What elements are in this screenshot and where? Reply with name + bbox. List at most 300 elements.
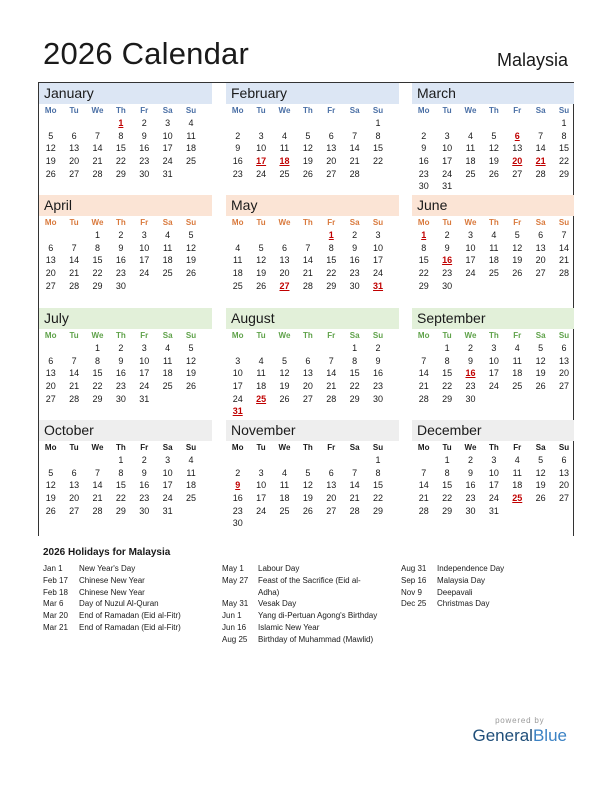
- day-cell: 28: [559, 268, 570, 279]
- day-cell: 15: [92, 368, 103, 379]
- day-cell: 17: [465, 255, 476, 266]
- day-cell: 4: [281, 130, 287, 141]
- day-cell: 30: [115, 280, 126, 291]
- day-cell: 6: [538, 230, 544, 240]
- day-cell: 6: [281, 242, 287, 253]
- day-cell: 31: [139, 393, 150, 404]
- month-title: May: [226, 195, 399, 216]
- day-cell: 10: [465, 242, 476, 253]
- day-cell: 21: [418, 381, 429, 392]
- day-cell: 31: [162, 505, 173, 516]
- day-cell: 24: [488, 381, 499, 392]
- day-cell: 19: [535, 480, 546, 491]
- day-cell: 24: [488, 493, 499, 504]
- holiday-item: [401, 575, 561, 587]
- day-cell: 3: [141, 343, 147, 353]
- weekday-label: Fr: [327, 443, 336, 452]
- day-cell: 6: [561, 343, 567, 353]
- day-cell: 4: [281, 467, 287, 478]
- weekday-label: Sa: [349, 443, 360, 452]
- day-cell: 14: [92, 143, 103, 154]
- empty-day-cell: [226, 117, 249, 130]
- day-cell: 26: [535, 493, 546, 504]
- day-cell: 7: [538, 130, 544, 141]
- day-cell: 27: [69, 505, 80, 516]
- holiday-name: End of Ramadan (Eid al-Fitr): [79, 622, 181, 632]
- day-cell: 29: [326, 280, 337, 291]
- empty-day-cell: [459, 117, 482, 130]
- weekday-label: Sa: [535, 331, 546, 340]
- day-cell: 20: [326, 493, 337, 504]
- day-cell: 25: [279, 168, 290, 179]
- day-cell: 16: [139, 480, 150, 491]
- weekday-label: Fr: [140, 218, 149, 227]
- day-cell: 6: [71, 467, 77, 478]
- day-cell: 24: [139, 381, 150, 392]
- day-cell: 14: [69, 255, 80, 266]
- day-cell: 22: [115, 493, 126, 504]
- month-title: July: [39, 308, 212, 329]
- day-cell: 20: [69, 493, 80, 504]
- day-cell: 19: [535, 368, 546, 379]
- holiday-name: Independence Day: [437, 564, 505, 573]
- day-cell: 2: [467, 455, 473, 465]
- weekday-label: Sa: [349, 218, 360, 227]
- weekday-label: We: [278, 443, 291, 452]
- day-cell: 23: [139, 493, 150, 504]
- day-cell: 5: [188, 343, 194, 353]
- weekday-label: Tu: [442, 106, 452, 115]
- weekday-label: Sa: [162, 443, 173, 452]
- weekday-label: Su: [185, 443, 197, 452]
- weekday-label: Sa: [349, 106, 360, 115]
- day-cell: 5: [48, 467, 54, 478]
- day-cell: 23: [232, 168, 243, 179]
- day-cell: 9: [235, 143, 241, 154]
- day-cell: 10: [232, 368, 243, 379]
- weekday-label: Su: [185, 218, 197, 227]
- day-cell: 28: [349, 505, 360, 516]
- day-cell: 23: [373, 381, 384, 392]
- month-february: [226, 83, 399, 180]
- day-cell: 18: [279, 493, 290, 504]
- day-cell: 21: [69, 268, 80, 279]
- day-cell: 7: [328, 355, 334, 366]
- empty-day-cell: [273, 342, 296, 355]
- day-cell: 30: [465, 393, 476, 404]
- day-cell: 27: [559, 381, 570, 392]
- weekday-label: Sa: [535, 443, 546, 452]
- day-cell: 25: [488, 268, 499, 279]
- empty-day-cell: [506, 117, 529, 130]
- day-cell: 9: [421, 143, 427, 154]
- day-cell: 27: [45, 280, 56, 291]
- day-cell: 24: [162, 156, 173, 167]
- day-cell: 8: [375, 467, 381, 478]
- weekday-label: Tu: [442, 443, 452, 452]
- day-cell: 7: [71, 242, 77, 253]
- holidays-title: 2026 Holidays for Malaysia: [43, 547, 171, 558]
- month-title: September: [412, 308, 574, 329]
- day-cell: 4: [467, 130, 473, 141]
- day-cell: 7: [71, 355, 77, 366]
- day-cell: 8: [328, 242, 334, 253]
- day-cell: 20: [535, 255, 546, 266]
- weekday-label: Fr: [513, 218, 522, 227]
- month-days-grid: [39, 104, 212, 180]
- weekday-label: Fr: [513, 331, 522, 340]
- day-cell: 6: [48, 242, 54, 253]
- day-cell: 8: [352, 355, 358, 366]
- day-cell: 3: [375, 230, 381, 240]
- day-cell: 11: [162, 355, 173, 366]
- day-cell: 12: [488, 143, 499, 154]
- empty-day-cell: [226, 454, 249, 467]
- month-january: [39, 83, 212, 180]
- day-cell: 2: [421, 130, 427, 141]
- day-cell: 7: [421, 355, 427, 366]
- empty-day-cell: [296, 229, 319, 242]
- brand-logo[interactable]: [472, 716, 567, 746]
- day-cell: 5: [305, 467, 311, 478]
- weekday-label: We: [464, 218, 477, 227]
- weekday-label: Su: [558, 218, 570, 227]
- month-days-grid: [226, 104, 399, 180]
- day-cell: 14: [418, 480, 429, 491]
- day-cell: 10: [488, 355, 499, 366]
- day-cell: 23: [465, 493, 476, 504]
- weekday-label: Sa: [535, 106, 546, 115]
- day-cell: 3: [258, 467, 264, 478]
- empty-day-cell: [435, 117, 458, 130]
- day-cell: 13: [559, 467, 570, 478]
- day-cell: 23: [442, 268, 453, 279]
- day-cell: 3: [491, 455, 497, 465]
- holiday-day-cell: 9: [235, 480, 241, 491]
- month-days-grid: [412, 216, 574, 292]
- day-cell: 9: [467, 467, 473, 478]
- day-cell: 13: [45, 255, 56, 266]
- day-cell: 20: [45, 268, 56, 279]
- day-cell: 10: [488, 467, 499, 478]
- day-cell: 12: [186, 242, 197, 253]
- month-november: [226, 420, 399, 530]
- day-cell: 20: [45, 381, 56, 392]
- day-cell: 28: [418, 393, 429, 404]
- day-cell: 18: [488, 255, 499, 266]
- holiday-day-cell: 16: [465, 368, 476, 379]
- holiday-item: [222, 634, 382, 646]
- day-cell: 4: [165, 230, 171, 240]
- empty-day-cell: [62, 454, 85, 467]
- day-cell: 22: [349, 381, 360, 392]
- day-cell: 12: [256, 255, 267, 266]
- month-title: June: [412, 195, 574, 216]
- day-cell: 16: [232, 156, 243, 167]
- day-cell: 5: [281, 355, 287, 366]
- day-cell: 20: [302, 381, 313, 392]
- day-cell: 21: [302, 268, 313, 279]
- weekday-label: Th: [488, 106, 499, 115]
- day-cell: 16: [418, 156, 429, 167]
- day-cell: 13: [326, 143, 337, 154]
- day-cell: 24: [139, 268, 150, 279]
- day-cell: 15: [373, 480, 384, 491]
- day-cell: 23: [349, 268, 360, 279]
- day-cell: 23: [465, 381, 476, 392]
- holiday-day-cell: 31: [232, 406, 243, 417]
- holiday-date: Nov 9: [401, 587, 422, 597]
- weekday-label: Su: [372, 106, 384, 115]
- weekday-label: Th: [302, 443, 313, 452]
- day-cell: 24: [162, 493, 173, 504]
- weekday-label: We: [464, 443, 477, 452]
- day-cell: 12: [535, 355, 546, 366]
- month-days-grid: [226, 329, 399, 418]
- holiday-name: Chinese New Year: [79, 587, 145, 597]
- day-cell: 12: [535, 467, 546, 478]
- day-cell: 17: [162, 480, 173, 491]
- weekday-label: Tu: [442, 218, 452, 227]
- holiday-item: [222, 610, 382, 622]
- day-cell: 9: [141, 130, 147, 141]
- day-cell: 16: [115, 255, 126, 266]
- day-cell: 30: [465, 505, 476, 516]
- day-cell: 30: [139, 505, 150, 516]
- day-cell: 2: [235, 130, 241, 141]
- day-cell: 16: [232, 493, 243, 504]
- holiday-date: Sep 16: [401, 575, 427, 585]
- day-cell: 22: [559, 156, 570, 167]
- holiday-date: Mar 6: [43, 599, 64, 609]
- holiday-name: Islamic New Year: [258, 622, 320, 632]
- empty-day-cell: [412, 342, 435, 355]
- day-cell: 22: [373, 493, 384, 504]
- day-cell: 26: [488, 168, 499, 179]
- empty-day-cell: [39, 342, 62, 355]
- day-cell: 15: [115, 480, 126, 491]
- day-cell: 5: [305, 130, 311, 141]
- empty-day-cell: [320, 117, 343, 130]
- month-april: [39, 195, 212, 292]
- day-cell: 4: [235, 242, 241, 253]
- day-cell: 26: [186, 381, 197, 392]
- day-cell: 20: [559, 368, 570, 379]
- day-cell: 27: [326, 168, 337, 179]
- day-cell: 13: [326, 480, 337, 491]
- day-cell: 28: [69, 393, 80, 404]
- day-cell: 10: [373, 242, 384, 253]
- weekday-label: Th: [302, 106, 313, 115]
- day-cell: 13: [279, 255, 290, 266]
- day-cell: 26: [535, 381, 546, 392]
- day-cell: 14: [92, 480, 103, 491]
- day-cell: 29: [349, 393, 360, 404]
- empty-day-cell: [529, 117, 552, 130]
- day-cell: 12: [279, 368, 290, 379]
- month-days-grid: [39, 216, 212, 292]
- day-cell: 19: [512, 255, 523, 266]
- empty-day-cell: [226, 342, 249, 355]
- weekday-label: Mo: [231, 331, 244, 340]
- day-cell: 4: [514, 343, 520, 353]
- month-title: November: [226, 420, 399, 441]
- empty-day-cell: [412, 117, 435, 130]
- day-cell: 12: [45, 480, 56, 491]
- day-cell: 17: [139, 368, 150, 379]
- day-cell: 1: [561, 118, 567, 128]
- day-cell: 10: [256, 480, 267, 491]
- day-cell: 9: [352, 242, 358, 253]
- day-cell: 14: [302, 255, 313, 266]
- weekday-label: We: [278, 106, 291, 115]
- day-cell: 12: [45, 143, 56, 154]
- holiday-name: Vesak Day: [258, 599, 297, 609]
- day-cell: 27: [45, 393, 56, 404]
- weekday-label: We: [91, 331, 104, 340]
- holiday-date: Jun 1: [222, 611, 242, 621]
- day-cell: 11: [512, 355, 522, 366]
- day-cell: 18: [232, 268, 243, 279]
- day-cell: 17: [442, 156, 453, 167]
- day-cell: 30: [373, 393, 384, 404]
- day-cell: 8: [94, 355, 100, 366]
- day-cell: 21: [92, 156, 103, 167]
- day-cell: 14: [349, 480, 360, 491]
- day-cell: 4: [514, 455, 520, 465]
- empty-day-cell: [273, 117, 296, 130]
- day-cell: 3: [165, 118, 171, 128]
- weekday-label: Su: [372, 331, 384, 340]
- weekday-label: Sa: [535, 218, 546, 227]
- weekday-label: Th: [302, 331, 313, 340]
- empty-day-cell: [62, 117, 85, 130]
- weekday-label: Sa: [162, 218, 173, 227]
- empty-day-cell: [343, 117, 366, 130]
- day-cell: 18: [465, 156, 476, 167]
- day-cell: 10: [139, 355, 150, 366]
- day-cell: 6: [305, 355, 311, 366]
- page-title: 2026 Calendar: [43, 36, 249, 71]
- weekday-label: Mo: [231, 443, 244, 452]
- weekday-label: We: [464, 106, 477, 115]
- weekday-label: Th: [488, 331, 499, 340]
- weekday-label: Su: [558, 331, 570, 340]
- day-cell: 27: [302, 393, 313, 404]
- day-cell: 29: [442, 505, 453, 516]
- day-cell: 27: [559, 493, 570, 504]
- holiday-item: [43, 575, 203, 587]
- day-cell: 10: [442, 143, 453, 154]
- day-cell: 24: [442, 168, 453, 179]
- day-cell: 20: [69, 156, 80, 167]
- day-cell: 26: [45, 505, 56, 516]
- weekday-label: Fr: [513, 443, 522, 452]
- weekday-label: Fr: [327, 218, 336, 227]
- day-cell: 30: [115, 393, 126, 404]
- holiday-item: [43, 587, 203, 599]
- day-cell: 25: [186, 493, 197, 504]
- day-cell: 25: [465, 168, 476, 179]
- day-cell: 30: [349, 280, 360, 291]
- holiday-day-cell: 20: [512, 156, 523, 167]
- holiday-item: [222, 622, 382, 634]
- empty-day-cell: [296, 342, 319, 355]
- holiday-name: End of Ramadan (Eid al-Fitr): [79, 611, 181, 621]
- holiday-item: [43, 563, 203, 575]
- day-cell: 29: [418, 280, 429, 291]
- day-cell: 24: [256, 505, 267, 516]
- day-cell: 19: [186, 368, 197, 379]
- day-cell: 22: [418, 268, 429, 279]
- brand-name-b: Blue: [532, 726, 567, 745]
- day-cell: 29: [92, 280, 103, 291]
- day-cell: 5: [188, 230, 194, 240]
- day-cell: 17: [256, 493, 267, 504]
- day-cell: 11: [233, 255, 243, 266]
- day-cell: 26: [302, 505, 313, 516]
- day-cell: 9: [141, 467, 147, 478]
- holiday-list-column-1: [43, 563, 203, 634]
- weekday-label: Mo: [417, 106, 430, 115]
- day-cell: 22: [442, 381, 453, 392]
- holiday-item: [401, 563, 561, 575]
- day-cell: 24: [256, 168, 267, 179]
- day-cell: 2: [118, 343, 124, 353]
- weekday-label: Th: [488, 443, 499, 452]
- day-cell: 18: [186, 143, 197, 154]
- month-days-grid: [412, 329, 574, 405]
- day-cell: 24: [232, 393, 243, 404]
- empty-day-cell: [412, 454, 435, 467]
- month-july: [39, 308, 212, 405]
- weekday-label: Su: [185, 106, 197, 115]
- weekday-label: Sa: [162, 106, 173, 115]
- day-cell: 19: [45, 156, 56, 167]
- day-cell: 3: [165, 455, 171, 465]
- holiday-day-cell: 1: [118, 118, 124, 128]
- day-cell: 25: [186, 156, 197, 167]
- weekday-label: Tu: [442, 331, 452, 340]
- day-cell: 17: [232, 381, 243, 392]
- empty-day-cell: [273, 454, 296, 467]
- day-cell: 2: [467, 343, 473, 353]
- holiday-day-cell: 25: [512, 493, 523, 504]
- weekday-label: Su: [558, 443, 570, 452]
- day-cell: 8: [94, 242, 100, 253]
- powered-by-label: powered by: [495, 716, 545, 725]
- holiday-date: May 31: [222, 599, 249, 609]
- holiday-item: [222, 598, 382, 610]
- day-cell: 10: [256, 143, 267, 154]
- day-cell: 1: [352, 343, 358, 353]
- day-cell: 22: [92, 268, 103, 279]
- day-cell: 23: [139, 156, 150, 167]
- day-cell: 21: [349, 493, 360, 504]
- day-cell: 15: [373, 143, 384, 154]
- day-cell: 22: [442, 493, 453, 504]
- day-cell: 2: [118, 230, 124, 240]
- day-cell: 9: [467, 355, 473, 366]
- day-cell: 24: [465, 268, 476, 279]
- day-cell: 7: [305, 242, 311, 253]
- day-cell: 19: [279, 381, 290, 392]
- holiday-day-cell: 6: [514, 130, 520, 141]
- month-may: [226, 195, 399, 292]
- day-cell: 18: [186, 480, 197, 491]
- weekday-label: Su: [558, 106, 570, 115]
- day-cell: 21: [349, 156, 360, 167]
